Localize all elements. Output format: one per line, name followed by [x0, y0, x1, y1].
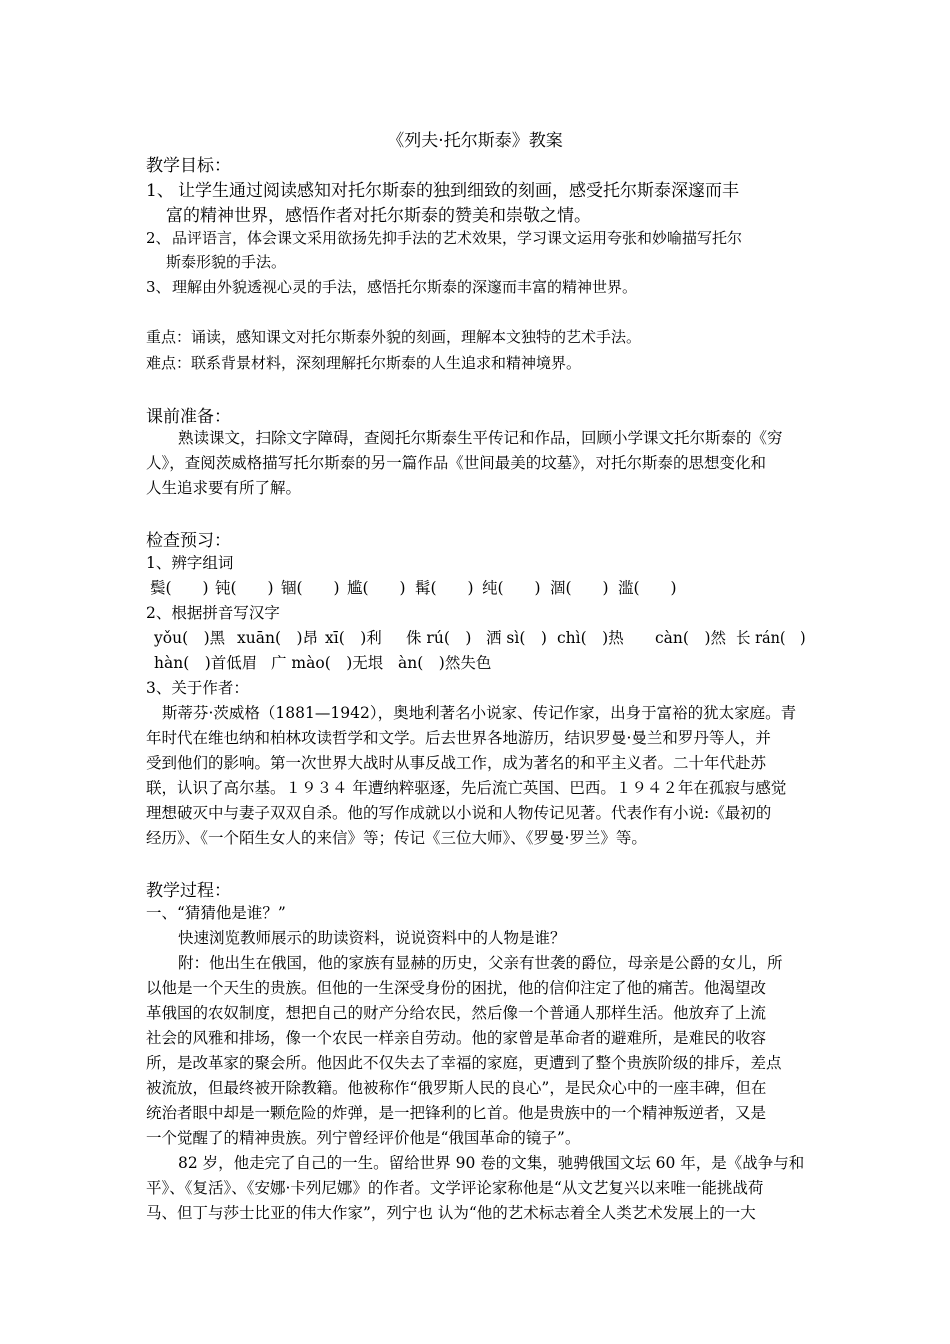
- appendix-line-6: 被流放，但最终被开除教籍。他被称作“俄罗斯人民的良心”，是民众心中的一座丰碑，但在: [146, 1079, 767, 1097]
- pinyin-item: 侏 rú( ): [406, 629, 472, 647]
- preview-sub3: 3、关于作者：: [146, 679, 249, 697]
- char-item: 锢( ): [281, 579, 340, 597]
- char-item: 纯( ): [482, 579, 541, 597]
- process-step1-intro: 快速浏览教师展示的助读资料，说说资料中的人物是谁？: [178, 929, 566, 947]
- objective-1-line2: 富的精神世界，感悟作者对托尔斯泰的赞美和崇敬之情。: [166, 206, 591, 226]
- objective-1-number: 1、: [146, 181, 174, 201]
- appendix-line-8: 一个觉醒了的精神贵族。列宁曾经评价他是“俄国革命的镜子”。: [146, 1129, 581, 1147]
- objective-2-line1: 品评语言，体会课文采用欲扬先抑手法的艺术效果，学习课文运用夸张和妙喻描写托尔: [172, 229, 743, 247]
- objective-3-number: 3、: [146, 278, 171, 296]
- preview-sub1: 1、辨字组词: [146, 554, 234, 572]
- pinyin-item: xuān( )昂: [237, 629, 319, 647]
- char-item: 滥( ): [618, 579, 677, 597]
- age-line-3: 马、但丁与莎士比亚的伟大作家”，列宁也 认为“他的艺术标志着全人类艺术发展上的一大: [146, 1204, 756, 1222]
- pinyin-item: 长 rán( ): [736, 629, 806, 647]
- appendix-line-4: 社会的风雅和排场，像一个农民一样亲自劳动。他的家曾是革命者的避难所，是难民的收容: [146, 1029, 767, 1047]
- author-line-1: 斯蒂芬·茨威格（1881—1942），奥地利著名小说家、传记作家，出身于富裕的犹太家庭。青: [162, 704, 797, 722]
- pinyin-item: chì( )热: [557, 629, 624, 647]
- process-heading: 教学过程：: [146, 881, 231, 901]
- author-line-3: 受到他们的影响。第一次世界大战时从事反战工作，成为著名的和平主义者。二十年代赴苏: [146, 754, 767, 772]
- appendix-line-2: 以他是一个天生的贵族。但他的一生深受身份的困扰，他的信仰注定了他的痛苦。他渴望改: [146, 979, 767, 997]
- char-item: 钝( ): [215, 579, 274, 597]
- author-line-4: 联，认识了高尔基。１９３４ 年遭纳粹驱逐，先后流亡英国、巴西。１９４２年在孤寂与感觉: [146, 779, 787, 797]
- key-point: 重点：诵读，感知课文对托尔斯泰外貌的刻画，理解本文独特的艺术手法。: [146, 328, 642, 346]
- appendix-line-1: 附：他出生在俄国，他的家族有显赫的历史，父亲有世袭的爵位，母亲是公爵的女儿，所: [178, 954, 783, 972]
- objective-2-line2: 斯泰形貌的手法。: [166, 253, 287, 271]
- prep-line-1: 熟读课文，扫除文字障碍，查阅托尔斯泰生平传记和作品，回顾小学课文托尔斯泰的《穷: [178, 429, 783, 447]
- appendix-line-7: 统治者眼中却是一颗危险的炸弹，是一把锋利的匕首。他是贵族中的一个精神叛逆者，又是: [146, 1104, 767, 1122]
- pinyin-item: 广 mào( )无垠: [271, 654, 384, 672]
- pinyin-item: yǒu( )黑: [154, 629, 226, 647]
- objective-3-line1: 理解由外貌透视心灵的手法，感悟托尔斯泰的深邃而丰富的精神世界。: [172, 278, 638, 296]
- objectives-heading: 教学目标：: [146, 156, 231, 176]
- preview-heading: 检查预习：: [146, 531, 231, 551]
- appendix-line-5: 所，是改革家的聚会所。他因此不仅失去了幸福的家庭，更遭到了整个贵族阶级的排斥，差点: [146, 1054, 782, 1072]
- appendix-line-3: 革俄国的农奴制度，想把自己的财产分给农民，然后像一个普通人那样生活。他放弃了上流: [146, 1004, 767, 1022]
- prep-heading: 课前准备：: [146, 407, 231, 427]
- char-item: 髯( ): [415, 579, 474, 597]
- pinyin-item: xī( )利: [325, 629, 382, 647]
- author-line-6: 经历》、《一个陌生女人的来信》等；传记《三位大师》、《罗曼·罗兰》等。: [146, 829, 647, 847]
- difficult-point: 难点：联系背景材料，深刻理解托尔斯泰的人生追求和精神境界。: [146, 354, 582, 372]
- char-item: 涸( ): [550, 579, 609, 597]
- document-title: 《列夫·托尔斯泰》教案: [387, 131, 563, 151]
- prep-line-3: 人生追求要有所了解。: [146, 479, 302, 497]
- objective-1-line1: 让学生通过阅读感知对托尔斯泰的独到细致的刻画，感受托尔斯泰深邃而丰: [178, 181, 739, 201]
- pinyin-item: hàn( )首低眉: [154, 654, 258, 672]
- pinyin-item: càn( )然: [655, 629, 726, 647]
- prep-line-2: 人》，查阅茨威格描写托尔斯泰的另一篇作品《世间最美的坟墓》，对托尔斯泰的思想变化和: [146, 454, 767, 472]
- objective-2-number: 2、: [146, 229, 171, 247]
- age-line-2: 平》、《复活》、《安娜·卡列尼娜》的作者。文学评论家称他是“从文艺复兴以来唯一能挑战荷: [146, 1179, 764, 1197]
- preview-sub2: 2、根据拼音写汉字: [146, 604, 280, 622]
- pinyin-item: àn( )然失色: [398, 654, 492, 672]
- author-line-5: 理想破灭中与妻子双双自杀。他的写作成就以小说和人物传记见著。代表作有小说:《最初的: [146, 804, 772, 822]
- author-line-2: 年时代在维也纳和柏林攻读哲学和文学。后去世界各地游历，结识罗曼·曼兰和罗丹等人，并: [146, 729, 771, 747]
- char-item: 鬓( ): [150, 579, 209, 597]
- char-item: 尴( ): [347, 579, 406, 597]
- age-line-1: 82 岁，他走完了自己的一生。留给世界 90 卷的文集，驰骋俄国文坛 60 年，是《战争与和: [178, 1154, 805, 1172]
- pinyin-item: 洒 sì( ): [486, 629, 547, 647]
- process-step1: 一、“猜猜他是谁？”: [146, 904, 286, 922]
